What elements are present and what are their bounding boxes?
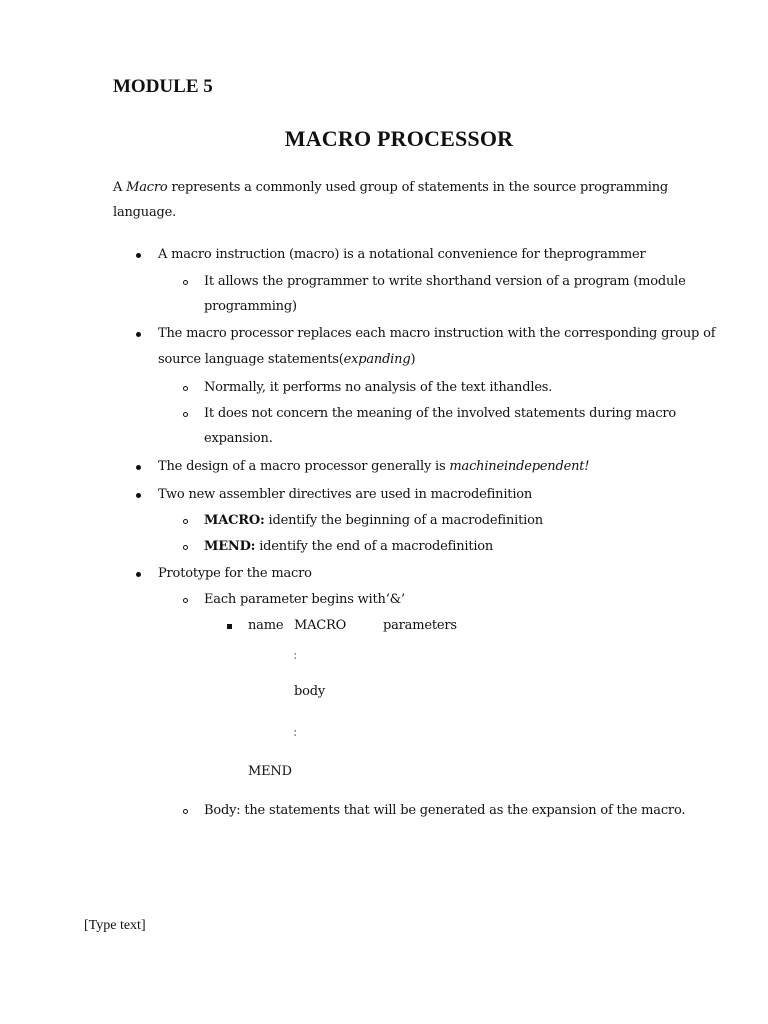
bullet-1-sub-1-line-1: It allows the programmer to write shorthand version of a program (module	[204, 274, 686, 289]
macro-directive-label: MACRO:	[204, 513, 265, 528]
prototype-parameters: parameters	[383, 618, 457, 633]
macro-directive-desc: identify the beginning of a macrodefinition	[264, 513, 543, 528]
bullet-2-line-2-italic: expanding	[343, 352, 411, 367]
square-bullet	[227, 624, 232, 629]
intro-line-1	[113, 175, 668, 200]
bullet-4-sub-2	[204, 534, 493, 559]
bullet-1-sub-1-line-2: programming)	[204, 299, 297, 314]
intro-rest: represents a commonly used group of statements in the source programming	[167, 180, 668, 195]
bullet-3-prefix: The design of a macro processor generally is	[158, 459, 450, 474]
bullet-5-sub-2: Body: the statements that will be generated as the expansion of the macro.	[204, 803, 686, 818]
bullet-3-text	[158, 454, 589, 479]
sub-bullet-circle	[183, 280, 188, 285]
bullet-2-line-2-suffix: )	[410, 352, 416, 367]
bullet-4-text: Two new assembler directives are used in macrodefinition	[158, 487, 533, 502]
bullet-5-sub-1: Each parameter begins with‘&’	[204, 592, 405, 607]
page-title: MACRO PROCESSOR	[284, 126, 514, 151]
prototype-colon-1: :	[293, 648, 298, 663]
footer-placeholder: [Type text]	[84, 918, 146, 933]
bullet-2-line-2	[158, 347, 415, 372]
bullet-2-sub-2-line-2: expansion.	[204, 431, 273, 446]
sub-bullet-circle	[183, 386, 188, 391]
prototype-body: body	[294, 684, 326, 699]
bullet-dot	[136, 253, 141, 258]
bullet-4-sub-1	[204, 508, 543, 533]
sub-bullet-circle	[183, 412, 188, 417]
intro-term: Macro	[126, 180, 168, 195]
mend-directive-label: MEND:	[204, 539, 256, 554]
prototype-mend: MEND	[248, 764, 292, 779]
bullet-2-sub-1: Normally, it performs no analysis of the text ithandles.	[204, 380, 553, 395]
bullet-dot	[136, 465, 141, 470]
bullet-dot	[136, 572, 141, 577]
intro-line-2: language.	[113, 205, 177, 220]
bullet-2-line-1: The macro processor replaces each macro instruction with the corresponding group of	[158, 326, 716, 341]
sub-bullet-circle	[183, 598, 188, 603]
sub-bullet-circle	[183, 545, 188, 550]
bullet-2-line-2-prefix: source language statements(	[158, 352, 344, 367]
sub-bullet-circle	[183, 809, 188, 814]
prototype-macro: MACRO	[294, 618, 347, 633]
module-heading: MODULE 5	[113, 76, 213, 97]
prototype-colon-2: :	[293, 725, 298, 740]
mend-directive-desc: identify the end of a macrodefinition	[255, 539, 494, 554]
bullet-2-sub-2-line-1: It does not concern the meaning of the involved statements during macro	[204, 406, 677, 421]
intro-prefix: A	[113, 180, 127, 195]
sub-bullet-circle	[183, 519, 188, 524]
prototype-name: name	[248, 618, 284, 633]
bullet-dot	[136, 493, 141, 498]
bullet-1-text: A macro instruction (macro) is a notational convenience for theprogrammer	[158, 247, 646, 262]
bullet-3-italic: machineindependent!	[449, 459, 590, 474]
bullet-5-text: Prototype for the macro	[158, 566, 312, 581]
bullet-dot	[136, 332, 141, 337]
